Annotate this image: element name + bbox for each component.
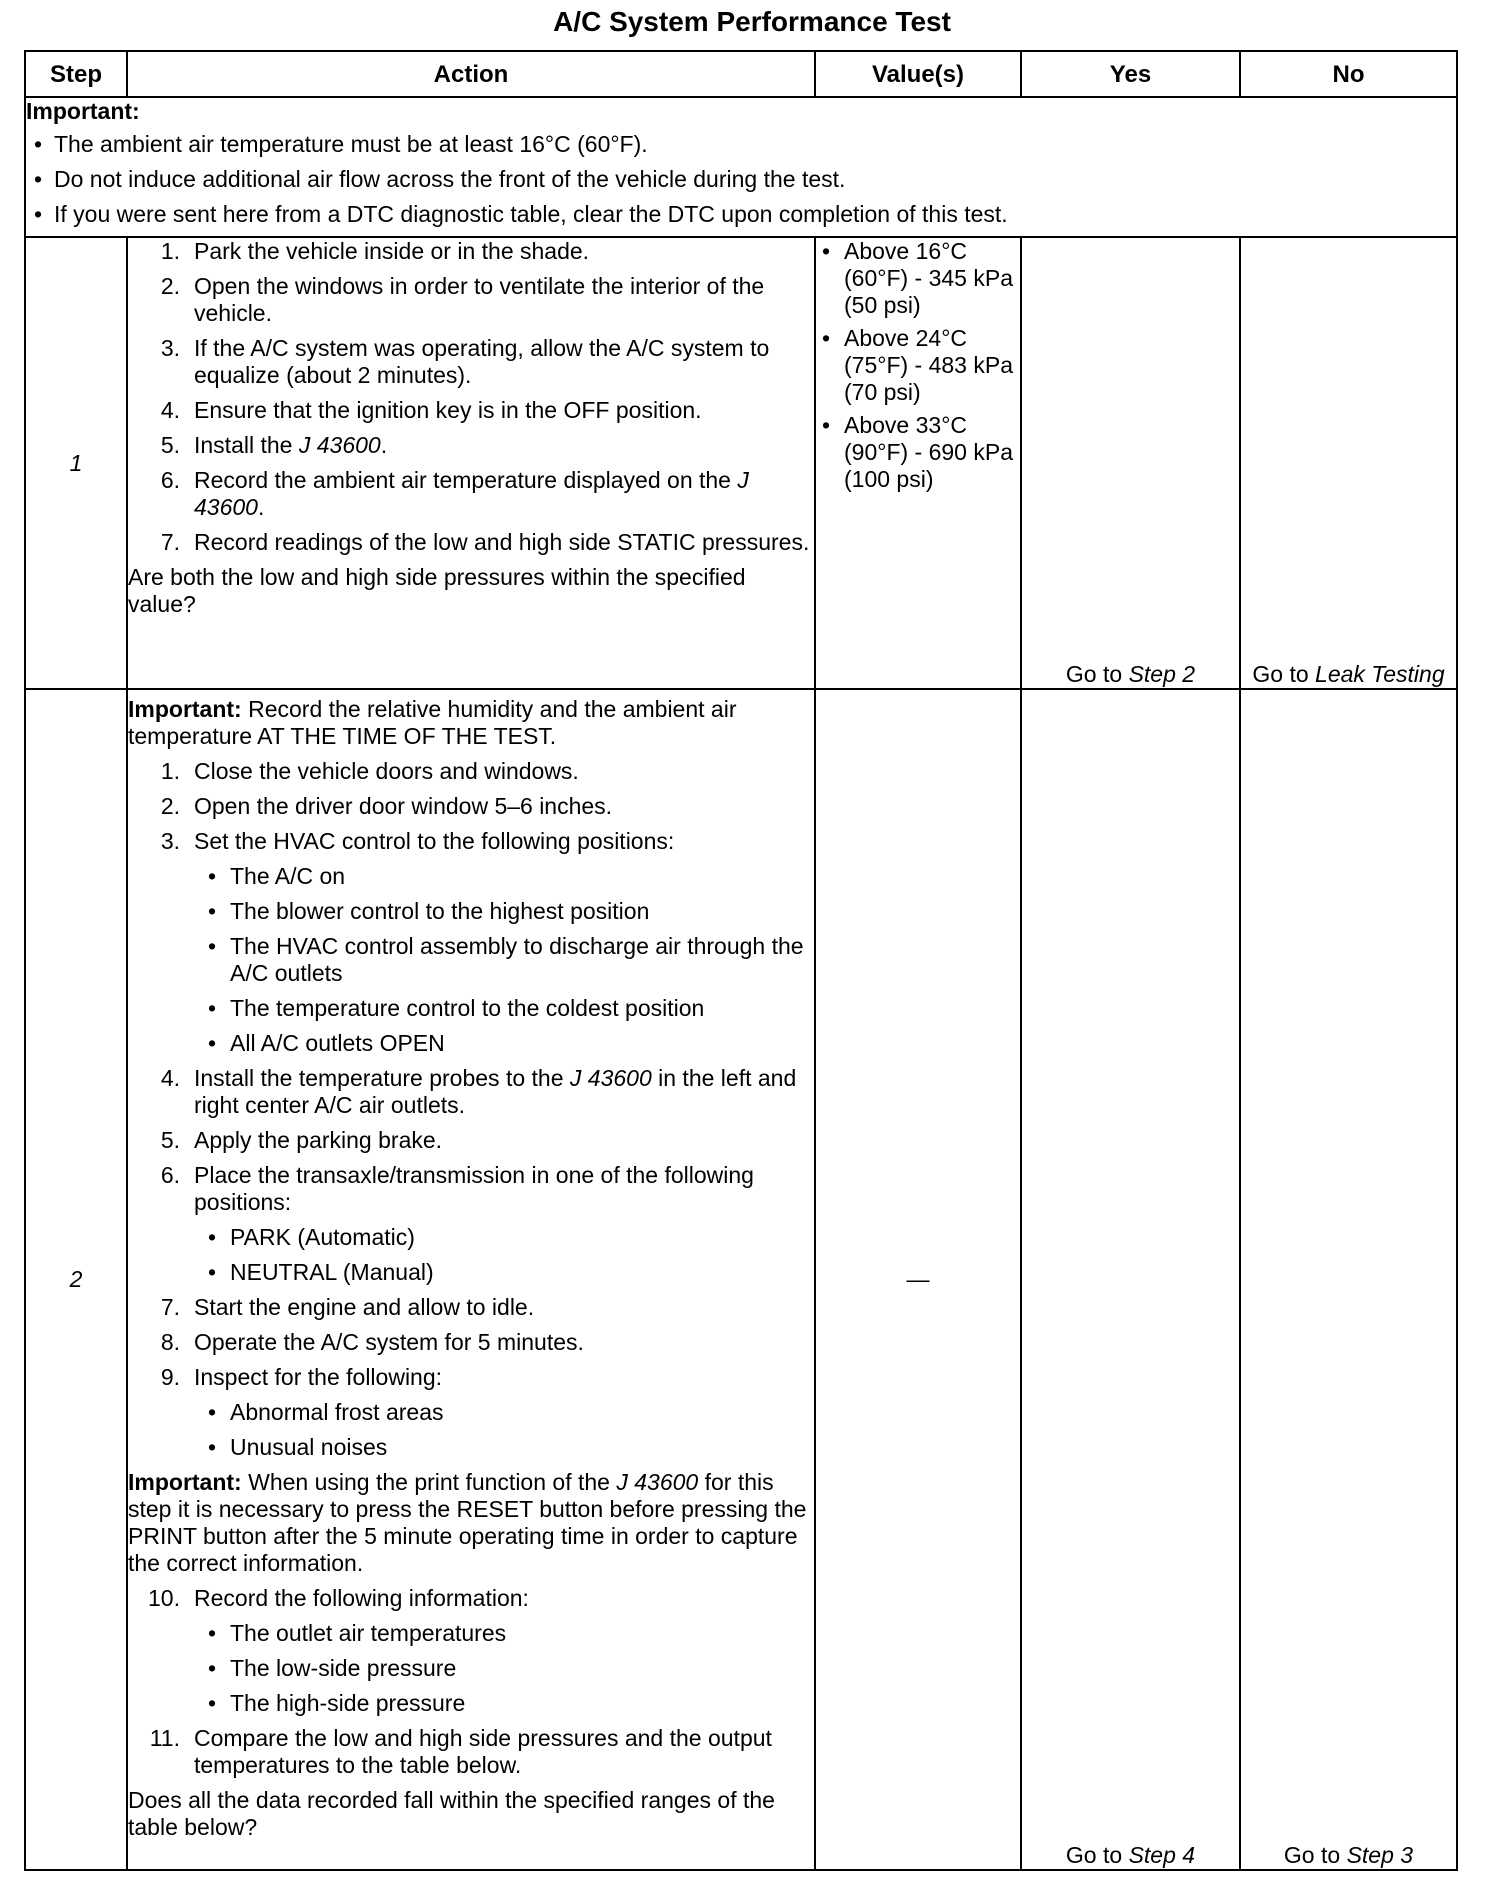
action-item: 4. Install the temperature probes to the J 43600 in the left and right center A/C air outlets. [160,1065,797,1118]
col-header-values: Value(s) [815,51,1021,97]
sub-item: • PARK (Automatic) [194,1224,814,1251]
sub-item: • NEUTRAL (Manual) [194,1259,814,1286]
action-item: 10. Record the following information: • The outlet air temperatures • The low-side pressure • The high-side pressure [136,1585,814,1717]
action-item: 4. Ensure that the ignition key is in the OFF position. [160,397,702,423]
action-item: 2. Open the driver door window 5–6 inches. [160,793,613,819]
hvac-positions-list [194,863,814,1057]
col-header-no: No [1240,51,1457,97]
col-header-action: Action [127,51,815,97]
important-item: • The ambient air temperature must be at least 16°C (60°F). [26,131,1456,158]
important-item: • If you were sent here from a DTC diagnostic table, clear the DTC upon completion of this test. [26,201,1456,228]
value-item: • Above 16°C (60°F) - 345 kPa (50 psi) [816,238,1020,319]
sub-item: • The HVAC control assembly to discharge air through the A/C outlets [194,933,814,987]
step-2-yes: Go to Step 4 [1021,689,1240,1870]
important-note: Important: When using the print function of the J 43600 for this step it is necessary to press the RESET button before pressing the PRINT button after the 5 minute operating time in order to capture the correct information. [128,1469,807,1576]
action-item: 7. Start the engine and allow to idle. [160,1294,535,1320]
tool-ref: J 43600 [616,1469,699,1495]
page-title: A/C System Performance Test [553,6,951,37]
sub-item: • All A/C outlets OPEN [194,1030,814,1057]
value-item: • Above 33°C (90°F) - 690 kPa (100 psi) [816,412,1020,493]
col-header-step: Step [25,51,127,97]
important-row [25,97,1457,237]
important-heading: Important: [26,98,140,124]
action-item: 1. Close the vehicle doors and windows. [160,758,579,784]
action-item: 9. Inspect for the following: • Abnormal frost areas • Unusual noises [136,1364,814,1461]
action-item: 2. Open the windows in order to ventilate the interior of the vehicle. [160,273,765,326]
step-2-action [127,689,815,1870]
step-2-values: — [815,689,1021,1870]
action-item: 1. Park the vehicle inside or in the shade. [160,238,590,264]
action-item: 7. Record readings of the low and high side STATIC pressures. [160,529,810,555]
tool-ref: J 43600 [298,432,381,458]
important-note: Important: Record the relative humidity and the ambient air temperature AT THE TIME OF THE TEST. [128,696,737,749]
step-question: Does all the data recorded fall within the specified ranges of the table below? [128,1787,775,1840]
step-link[interactable]: Step 3 [1346,1842,1414,1868]
sub-item: • The A/C on [194,863,814,890]
action-item: 5. Apply the parking brake. [160,1127,443,1153]
action-item: 11. Compare the low and high side pressures and the output temperatures to the table below. [149,1725,772,1778]
transmission-positions-list [194,1224,814,1286]
header-row [25,51,1457,97]
important-item: • Do not induce additional air flow across the front of the vehicle during the test. [26,166,1456,193]
step-1-yes: Go to Step 2 [1021,237,1240,689]
sub-item: • Unusual noises [194,1434,814,1461]
inspect-list [194,1399,814,1461]
step-1-values [815,237,1021,689]
step-number: 2 [25,689,127,1870]
sub-item: • The high-side pressure [194,1690,814,1717]
step-number: 1 [25,237,127,689]
performance-test-table [24,50,1458,1871]
tool-ref: J 43600 [194,467,749,520]
step-2-row [25,689,1457,1870]
col-header-yes: Yes [1021,51,1240,97]
value-item: • Above 24°C (75°F) - 483 kPa (70 psi) [816,325,1020,406]
step-link[interactable]: Step 4 [1128,1842,1196,1868]
sub-item: • The temperature control to the coldest position [194,995,814,1022]
important-list [26,131,1456,228]
action-item: 3. Set the HVAC control to the following positions: • The A/C on • The blower control to the highest position • The HVAC control assembly to discharge air through the A/C outlets • The temperature control to the coldest position • All A/C outlets OPEN [136,828,814,1057]
step-1-action [127,237,815,689]
sub-item: • The low-side pressure [194,1655,814,1682]
step-1-row [25,237,1457,689]
tool-ref: J 43600 [569,1065,652,1091]
step-link[interactable]: Step 2 [1128,661,1196,687]
sub-item: • The blower control to the highest position [194,898,814,925]
leak-testing-link[interactable]: Leak Testing [1315,661,1445,687]
action-item: 6. Record the ambient air temperature displayed on the J 43600. [160,467,749,520]
record-list [194,1620,814,1717]
important-box [25,97,1457,237]
action-item: 5. Install the J 43600. [160,432,388,458]
sub-item: • The outlet air temperatures [194,1620,814,1647]
step-1-no: Go to Leak Testing [1240,237,1457,689]
action-item: 3. If the A/C system was operating, allow the A/C system to equalize (about 2 minutes). [160,335,770,388]
step-2-no: Go to Step 3 [1240,689,1457,1870]
action-item: 8. Operate the A/C system for 5 minutes. [160,1329,584,1355]
action-item: 6. Place the transaxle/transmission in one of the following positions: • PARK (Automatic) • NEUTRAL (Manual) [136,1162,814,1286]
step-question: Are both the low and high side pressures within the specified value? [128,564,746,617]
sub-item: • Abnormal frost areas [194,1399,814,1426]
